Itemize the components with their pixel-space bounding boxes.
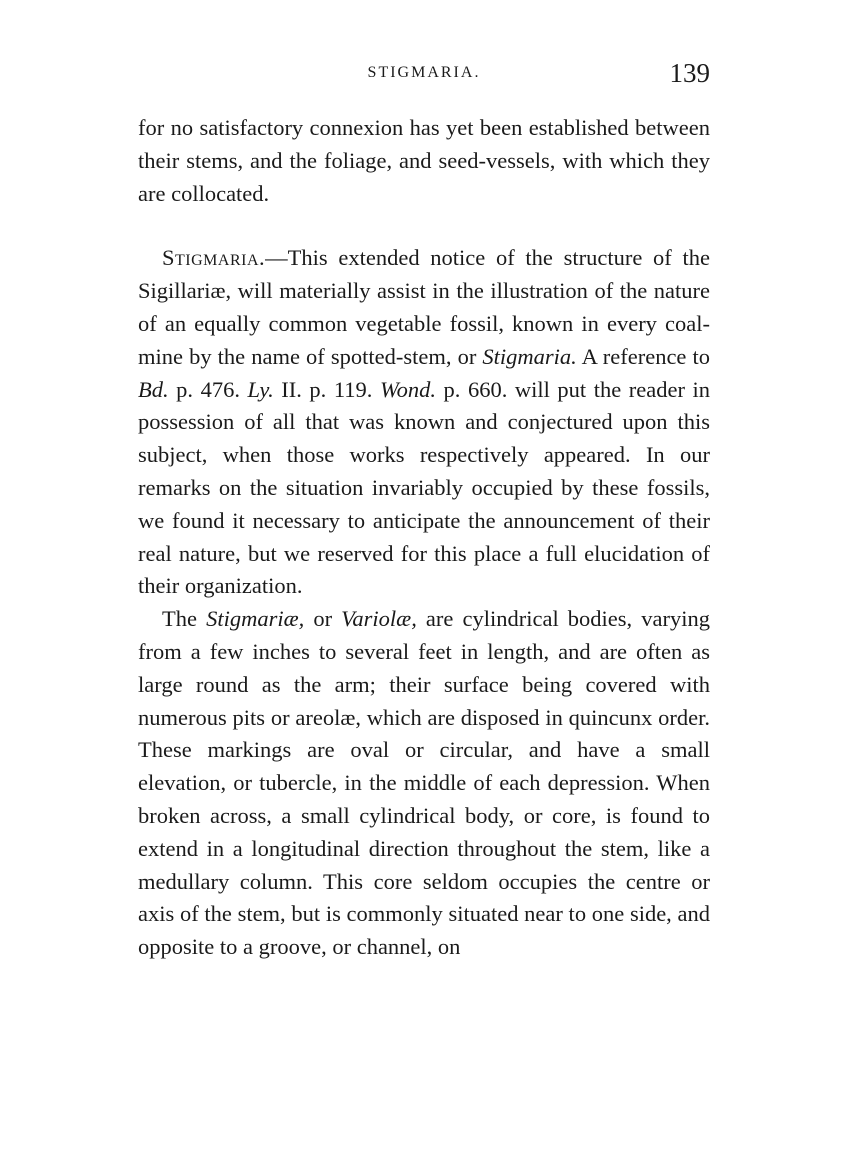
- paragraph-2-text-2: A reference to: [576, 343, 711, 369]
- paragraph-2-text-3: p. 476.: [168, 376, 248, 402]
- paragraph-1-text: for no satisfactory connexion has yet been established between their stems, and the foliage, and seed-vessels, with which they are collocated.: [138, 115, 710, 206]
- paragraph-2-italic-4: Wond.: [379, 376, 436, 402]
- paragraph-2-italic-1: Stigmaria.: [482, 343, 577, 369]
- running-title: STIGMARIA.: [367, 64, 481, 81]
- paragraph-2-italic-3: Ly.: [247, 376, 274, 402]
- running-head: [138, 58, 710, 98]
- paragraph-2-text-5: p. 660. will put the reader in possession of all that was known and conjectured upon this subject, when those works respectively appeared. In our remarks on the situation invariably occupied by these fossils, we found it necessary to anticipate the announcement of their real nature, but we reserved for this place a full elucidation of their organization.: [138, 376, 710, 599]
- paragraph-3-italic-2: Variolæ,: [341, 606, 417, 632]
- paragraph-2-italic-2: Bd.: [138, 376, 169, 402]
- paragraph-gap: [138, 210, 710, 242]
- section-heading-stigmaria: Stigmaria.: [162, 245, 266, 271]
- paragraph-3-text-3: are cylindrical bodies, varying from a few inches to several feet in length, and are often as large round as the arm; their surface being covered with numerous pits or areolæ, which are disposed in quincunx order. These markings are oval or circular, and have a small elevation, or tubercle, in the middle of each depression. When broken across, a small cylindrical body, or core, is found to extend in a longitudinal direction throughout the stem, like a medullary column. This core seldom occupies the centre or axis of the stem, but is commonly situated near to one side, and opposite to a groove, or channel, on: [138, 606, 710, 960]
- paragraph-2-text-4: II. p. 119.: [273, 376, 380, 402]
- paragraph-3-text-1: The: [162, 606, 207, 632]
- paragraph-3: [138, 603, 710, 964]
- page-number: 139: [669, 58, 710, 88]
- paragraph-1: [138, 112, 710, 210]
- paragraph-3-text-2: or: [304, 606, 342, 632]
- paragraph-2: [138, 242, 710, 603]
- body-text: [138, 112, 710, 964]
- paragraph-3-italic-1: Stigmariæ,: [206, 606, 305, 632]
- paragraph-2-text-1: —This extended notice of the structure of the Sigillariæ, will materially assist in the illustration of the nature of an equally common vegetable fossil, known in every coal-mine by the name of spotted-stem, or: [138, 245, 710, 369]
